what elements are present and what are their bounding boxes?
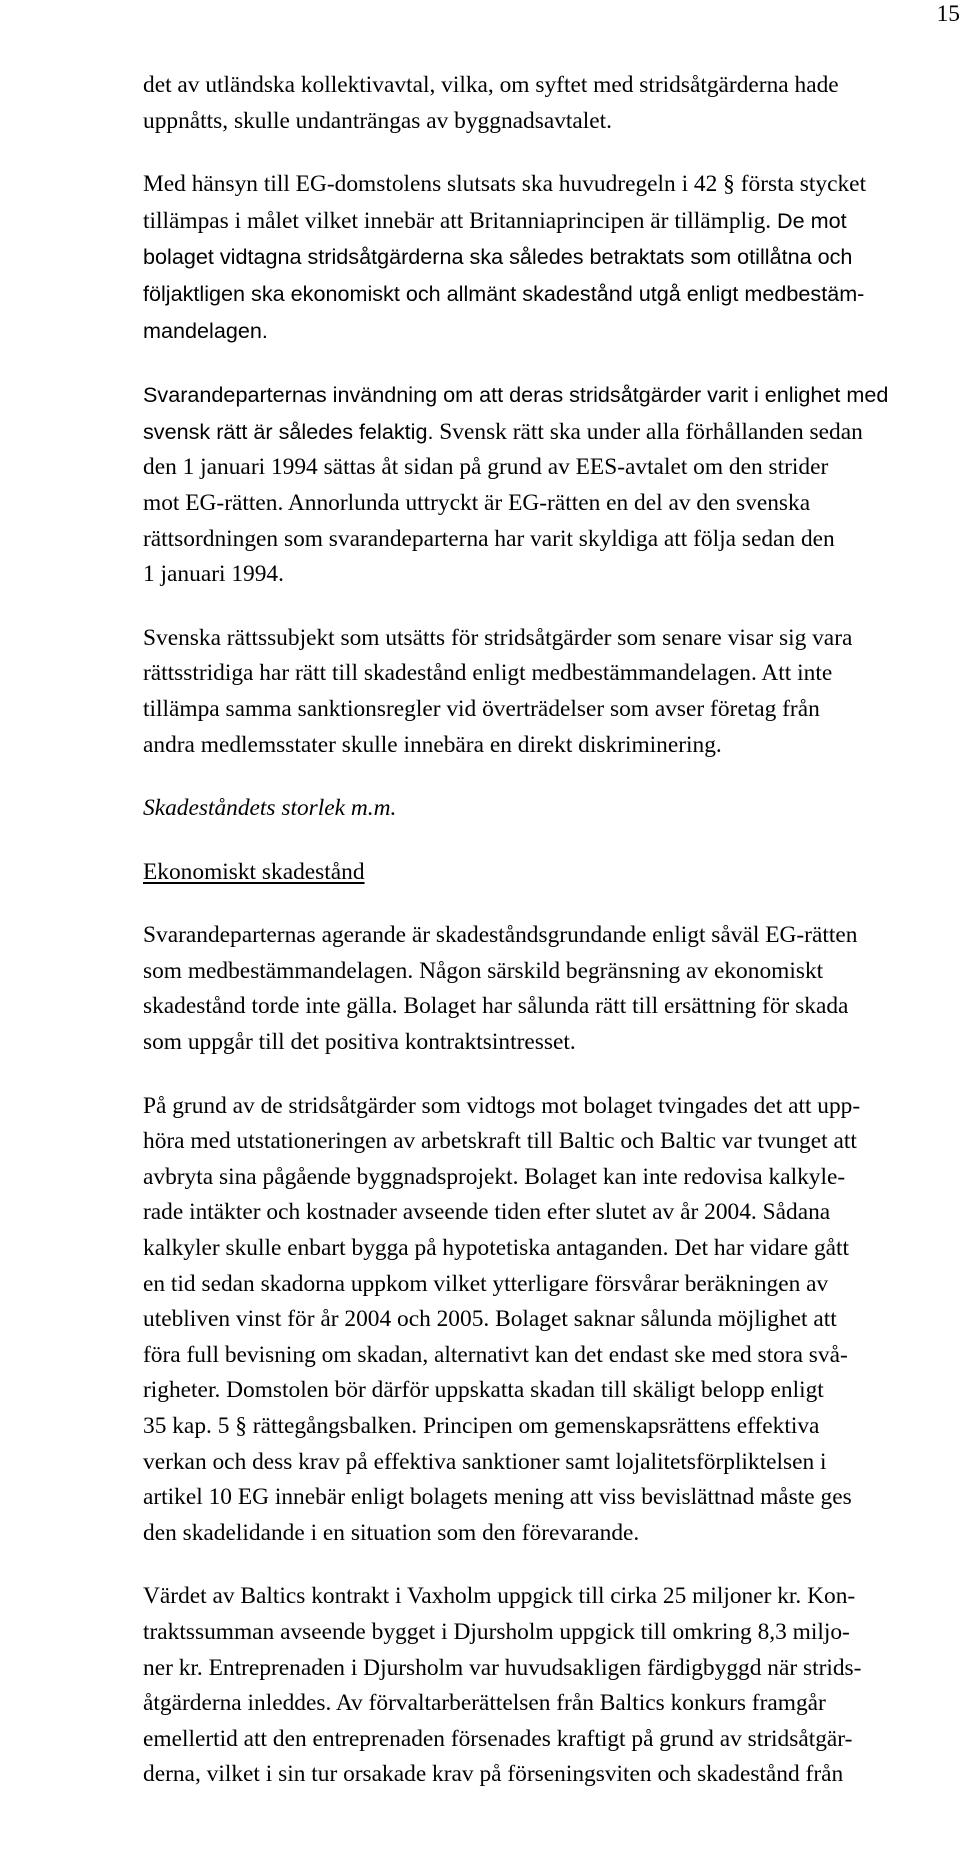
text-segment: På grund av de stridsåtgärder som vidtogs mot bolaget tvingades det att upp- (143, 1092, 861, 1119)
text-line (143, 1302, 960, 1338)
text-line (143, 167, 960, 203)
text-segment: åtgärderna inleddes. (143, 1690, 332, 1717)
text-line (143, 1231, 960, 1267)
text-line (143, 1409, 960, 1445)
text-segment: 1 januari 1994. (143, 561, 284, 588)
text-segment: kalkyler skulle enbart bygga på hypotetiska antaganden. (143, 1235, 669, 1262)
text-line (143, 1579, 960, 1615)
text-segment: följaktligen ska ekonomiskt och allmänt skadestånd utgå enligt medbestäm- (143, 280, 865, 306)
text-segment: emellertid att den entreprenaden försenades kraftigt på grund av stridsåtgär- (143, 1725, 853, 1752)
text-segment: righeter. (143, 1377, 221, 1404)
text-line (143, 522, 960, 558)
text-segment: Svarandeparternas invändning om att deras stridsåtgärder varit i enlighet med (143, 382, 889, 408)
section-heading-italic: Skadeståndets storlek m.m. (143, 795, 397, 822)
text-segment: som medbestämmandelagen. (143, 957, 414, 984)
section-after-headings (143, 918, 960, 1793)
text-line (143, 414, 960, 451)
text-segment: den 1 januari 1994 sättas åt sidan på grund av EES-avtalet om den strider (143, 454, 829, 481)
text-segment: utebliven vinst för år 2004 och 2005. (143, 1306, 490, 1333)
section-heading-underline: Ekonomiskt skadestånd (143, 858, 365, 885)
text-segment: tillämpa samma sanktionsregler vid överträdelser som avser företag från (143, 695, 820, 722)
text-line (143, 1651, 960, 1687)
text-line (143, 1373, 960, 1409)
paragraph (143, 1089, 960, 1552)
text-segment: De mot (776, 207, 847, 233)
text-segment: Värdet av Baltics kontrakt i Vaxholm uppgick till cirka 25 miljoner kr. (143, 1583, 802, 1610)
text-segment: avbryta sina pågående byggnadsprojekt. (143, 1163, 519, 1190)
text-segment: ner kr. (143, 1654, 203, 1681)
text-line (143, 377, 960, 414)
section-before-headings (143, 68, 960, 763)
text-line (143, 1124, 960, 1160)
text-segment: svensk rätt är således felaktig. (143, 418, 434, 444)
paragraph (143, 918, 960, 1060)
text-line (143, 1722, 960, 1758)
text-line (143, 1445, 960, 1481)
text-segment: Bolaget saknar sålunda möjlighet att (489, 1306, 837, 1333)
text-segment: Av förvaltarberättelsen från Baltics konkurs framgår (331, 1690, 826, 1717)
text-segment: mandelagen. (143, 317, 268, 343)
text-line (143, 68, 960, 104)
text-line (143, 1267, 960, 1303)
text-segment: Med hänsyn till EG-domstolens slutsats ska huvudregeln i 42 § första stycket (143, 171, 867, 198)
text-line (143, 989, 960, 1025)
text-line (143, 557, 960, 593)
text-segment: Kon- (801, 1583, 856, 1610)
text-line (143, 954, 960, 990)
paragraph (143, 68, 960, 139)
text-line (143, 1757, 960, 1793)
paragraph (143, 377, 960, 593)
paragraph (143, 167, 960, 349)
text-segment: artikel 10 EG innebär enligt bolagets mening att viss bevislättnad måste ges (143, 1484, 852, 1511)
text-segment: Principen om gemenskapsrättens effektiva (417, 1413, 820, 1439)
text-line (143, 203, 960, 240)
text-segment: Det har vidare gått (668, 1235, 850, 1262)
text-line (143, 486, 960, 522)
paragraph (143, 621, 960, 763)
page-number: 15 (936, 1, 960, 27)
text-line (143, 692, 960, 728)
text-segment: verkan och dess krav på effektiva sanktioner samt lojalitetsförpliktelsen i (143, 1448, 827, 1475)
text-line (143, 621, 960, 657)
text-segment: Domstolen bör därför uppskatta skadan till skäligt belopp enligt (220, 1377, 824, 1404)
text-segment: skadestånd torde inte gälla. (143, 993, 398, 1020)
text-segment: andra medlemsstater skulle innebära en direkt diskriminering. (143, 731, 722, 758)
text-line (143, 728, 960, 764)
text-line (143, 450, 960, 486)
text-segment: det av utländska kollektivavtal, vilka, om syftet med stridsåtgärderna hade (143, 72, 839, 98)
text-segment: höra med utstationeringen av arbetskraft till Baltic och Baltic var tvunget att (143, 1128, 857, 1155)
text-segment: rade intäkter och kostnader avseende tiden efter slutet av år 2004. (143, 1199, 757, 1226)
text-line (143, 656, 960, 692)
text-segment: Att inte (756, 660, 833, 687)
text-segment: Svarandeparternas agerande är skadeståndsgrundande enligt såväl EG-rätten (143, 922, 858, 949)
text-segment: en tid sedan skadorna uppkom vilket ytterligare försvårar beräkningen av (143, 1270, 829, 1297)
text-segment: Sådana (756, 1199, 831, 1226)
text-segment: Entreprenaden i Djursholm var huvudsakligen färdigbyggd när strids- (202, 1654, 862, 1681)
text-segment: Bolaget har sålunda rätt till ersättning för skada (397, 993, 849, 1020)
text-segment: rättsordningen som svarandeparterna har varit skyldiga att följa sedan den (143, 525, 835, 552)
text-segment: Svensk rätt ska under alla förhållanden sedan (433, 418, 863, 445)
text-line (143, 313, 960, 350)
text-segment: Svenska rättssubjekt som utsätts för stridsåtgärder som senare visar sig vara (143, 624, 853, 651)
text-segment: uppnåtts, skulle undanträngas av byggnadsavtalet. (143, 107, 613, 134)
text-line (143, 1025, 960, 1061)
text-line (143, 918, 960, 954)
text-segment: derna, vilket i sin tur orsakade krav på förseningsviten och skadestånd från (143, 1761, 844, 1788)
text-line (143, 104, 960, 140)
text-segment: föra full bevisning om skadan, alternativt kan det endast ske med stora svå- (143, 1341, 848, 1368)
text-segment: 35 kap. 5 § rättegångsbalken. (143, 1413, 418, 1439)
document-body (143, 68, 960, 1793)
text-segment: Annorlunda uttryckt är EG-rätten en del av den svenska (283, 489, 811, 516)
text-segment: rättsstridiga har rätt till skadestånd enligt medbestämmandelagen. (143, 660, 757, 687)
text-segment: bolaget vidtagna stridsåtgärderna ska således betraktats som otillåtna och (143, 244, 853, 270)
text-segment: som uppgår till det positiva kontraktsintresset. (143, 1029, 576, 1056)
paragraph (143, 1579, 960, 1793)
text-line (143, 1686, 960, 1722)
text-segment: Någon särskild begränsning av ekonomiskt (413, 957, 824, 984)
text-line (143, 239, 960, 276)
text-line (143, 1338, 960, 1374)
text-line (143, 1089, 960, 1125)
text-line (143, 1516, 960, 1552)
text-segment: Bolaget kan inte redovisa kalkyle- (518, 1163, 846, 1190)
text-line (143, 276, 960, 313)
text-line (143, 1480, 960, 1516)
text-line (143, 1615, 960, 1651)
text-segment: mot EG-rätten. (143, 489, 284, 516)
text-line (143, 1195, 960, 1231)
text-segment: tillämpas i målet vilket innebär att Britanniaprincipen är tillämplig. (143, 207, 772, 234)
text-line (143, 1160, 960, 1196)
text-segment: den skadelidande i en situation som den förevarande. (143, 1519, 640, 1546)
text-segment: traktssumman avseende bygget i Djursholm uppgick till omkring 8,3 miljo- (143, 1618, 850, 1645)
